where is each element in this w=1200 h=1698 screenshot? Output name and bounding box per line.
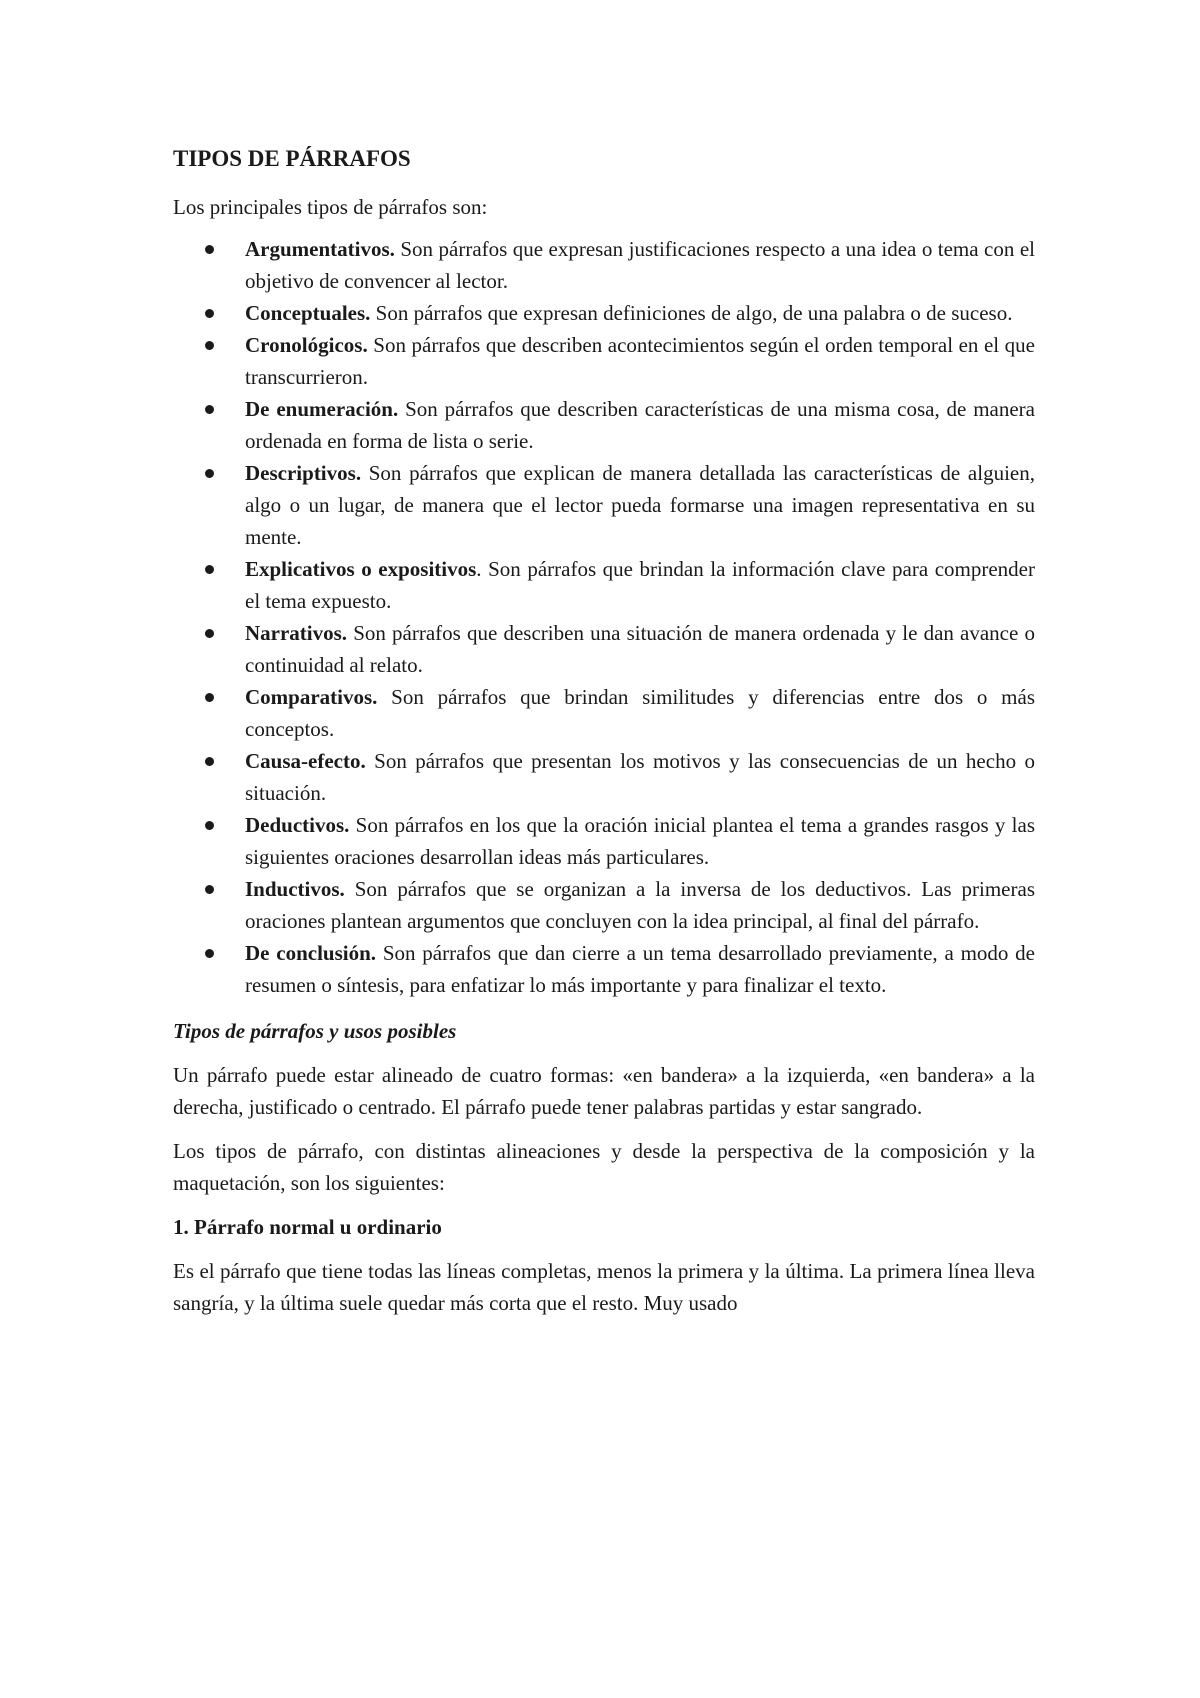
- item-text: Son párrafos en los que la oración inicial plantea el tema a grandes rasgos y las siguientes oraciones desarrollan ideas más particulares.: [245, 813, 1035, 869]
- item-term: Narrativos.: [245, 621, 348, 645]
- item-text: Son párrafos que describen acontecimientos según el orden temporal en el que transcurrieron.: [245, 333, 1035, 389]
- item-text: Son párrafos que describen una situación de manera ordenada y le dan avance o continuidad al relato.: [245, 621, 1035, 677]
- item-term: Comparativos.: [245, 685, 378, 709]
- item-term: Inductivos.: [245, 877, 345, 901]
- item-term: Explicativos o expositivos: [245, 557, 477, 581]
- list-item: [173, 329, 1035, 393]
- list-item: [173, 681, 1035, 745]
- document-title: TIPOS DE PÁRRAFOS: [173, 146, 411, 171]
- bullet-icon: [205, 757, 214, 766]
- section-subheading: Tipos de párrafos y usos posibles: [173, 1019, 457, 1043]
- item-term: Descriptivos.: [245, 461, 362, 485]
- item-text: Son párrafos que se organizan a la inversa de los deductivos. Las primeras oraciones plantean argumentos que concluyen con la idea principal, al final del párrafo.: [245, 877, 1035, 933]
- item-text: Son párrafos que presentan los motivos y las consecuencias de un hecho o situación.: [245, 749, 1035, 805]
- bullet-icon: [205, 469, 214, 478]
- body-paragraph: Un párrafo puede estar alineado de cuatro formas: «en bandera» a la izquierda, «en bandera» a la derecha, justificado o centrado. El párrafo puede tener palabras partidas y estar sangrado.: [173, 1063, 1035, 1119]
- bullet-icon: [205, 341, 214, 350]
- paragraph-types-list: [173, 233, 1035, 1001]
- bullet-icon: [205, 309, 214, 318]
- item-text: Son párrafos que expresan justificaciones respecto a una idea o tema con el objetivo de convencer al lector.: [245, 237, 1035, 293]
- item-term: De conclusión.: [245, 941, 377, 965]
- list-item: [173, 873, 1035, 937]
- list-item: [173, 937, 1035, 1001]
- list-item: [173, 393, 1035, 457]
- list-item: [173, 809, 1035, 873]
- bullet-icon: [205, 949, 214, 958]
- item-term: Conceptuales.: [245, 301, 371, 325]
- list-item: [173, 745, 1035, 809]
- bullet-icon: [205, 693, 214, 702]
- bullet-icon: [205, 405, 214, 414]
- item-term: Argumentativos.: [245, 237, 395, 261]
- item-term: Deductivos.: [245, 813, 350, 837]
- body-paragraph: Los tipos de párrafo, con distintas alineaciones y desde la perspectiva de la composición y la maquetación, son los siguientes:: [173, 1139, 1035, 1195]
- bullet-icon: [205, 821, 214, 830]
- item-text: Son párrafos que describen características de una misma cosa, de manera ordenada en forma de lista o serie.: [245, 397, 1035, 453]
- item-text: Son párrafos que expresan definiciones de algo, de una palabra o de suceso.: [370, 301, 1013, 325]
- item-term: De enumeración.: [245, 397, 399, 421]
- bullet-icon: [205, 629, 214, 638]
- bullet-icon: [205, 885, 214, 894]
- bullet-icon: [205, 565, 214, 574]
- list-item: [173, 617, 1035, 681]
- list-item: [173, 297, 1035, 329]
- item-term: Cronológicos.: [245, 333, 368, 357]
- bullet-icon: [205, 245, 214, 254]
- item-text: Son párrafos que dan cierre a un tema desarrollado previamente, a modo de resumen o síntesis, para enfatizar lo más importante y para finalizar el texto.: [245, 941, 1035, 997]
- body-paragraph: Es el párrafo que tiene todas las líneas completas, menos la primera y la última. La primera línea lleva sangría, y la última suele quedar más corta que el resto. Muy usado: [173, 1259, 1035, 1315]
- document-body: [173, 143, 1035, 1331]
- list-item: [173, 553, 1035, 617]
- item-term: Causa-efecto.: [245, 749, 366, 773]
- list-item: [173, 457, 1035, 553]
- list-item: [173, 233, 1035, 297]
- item-text: Son párrafos que explican de manera detallada las características de alguien, algo o un lugar, de manera que el lector pueda formarse una imagen representativa en su mente.: [245, 461, 1035, 549]
- item-text: Son párrafos que brindan similitudes y diferencias entre dos o más conceptos.: [245, 685, 1035, 741]
- intro-text: Los principales tipos de párrafos son:: [173, 195, 488, 219]
- section-title: 1. Párrafo normal u ordinario: [173, 1215, 442, 1239]
- item-text: . Son párrafos que brindan la información clave para comprender el tema expuesto.: [245, 557, 1035, 613]
